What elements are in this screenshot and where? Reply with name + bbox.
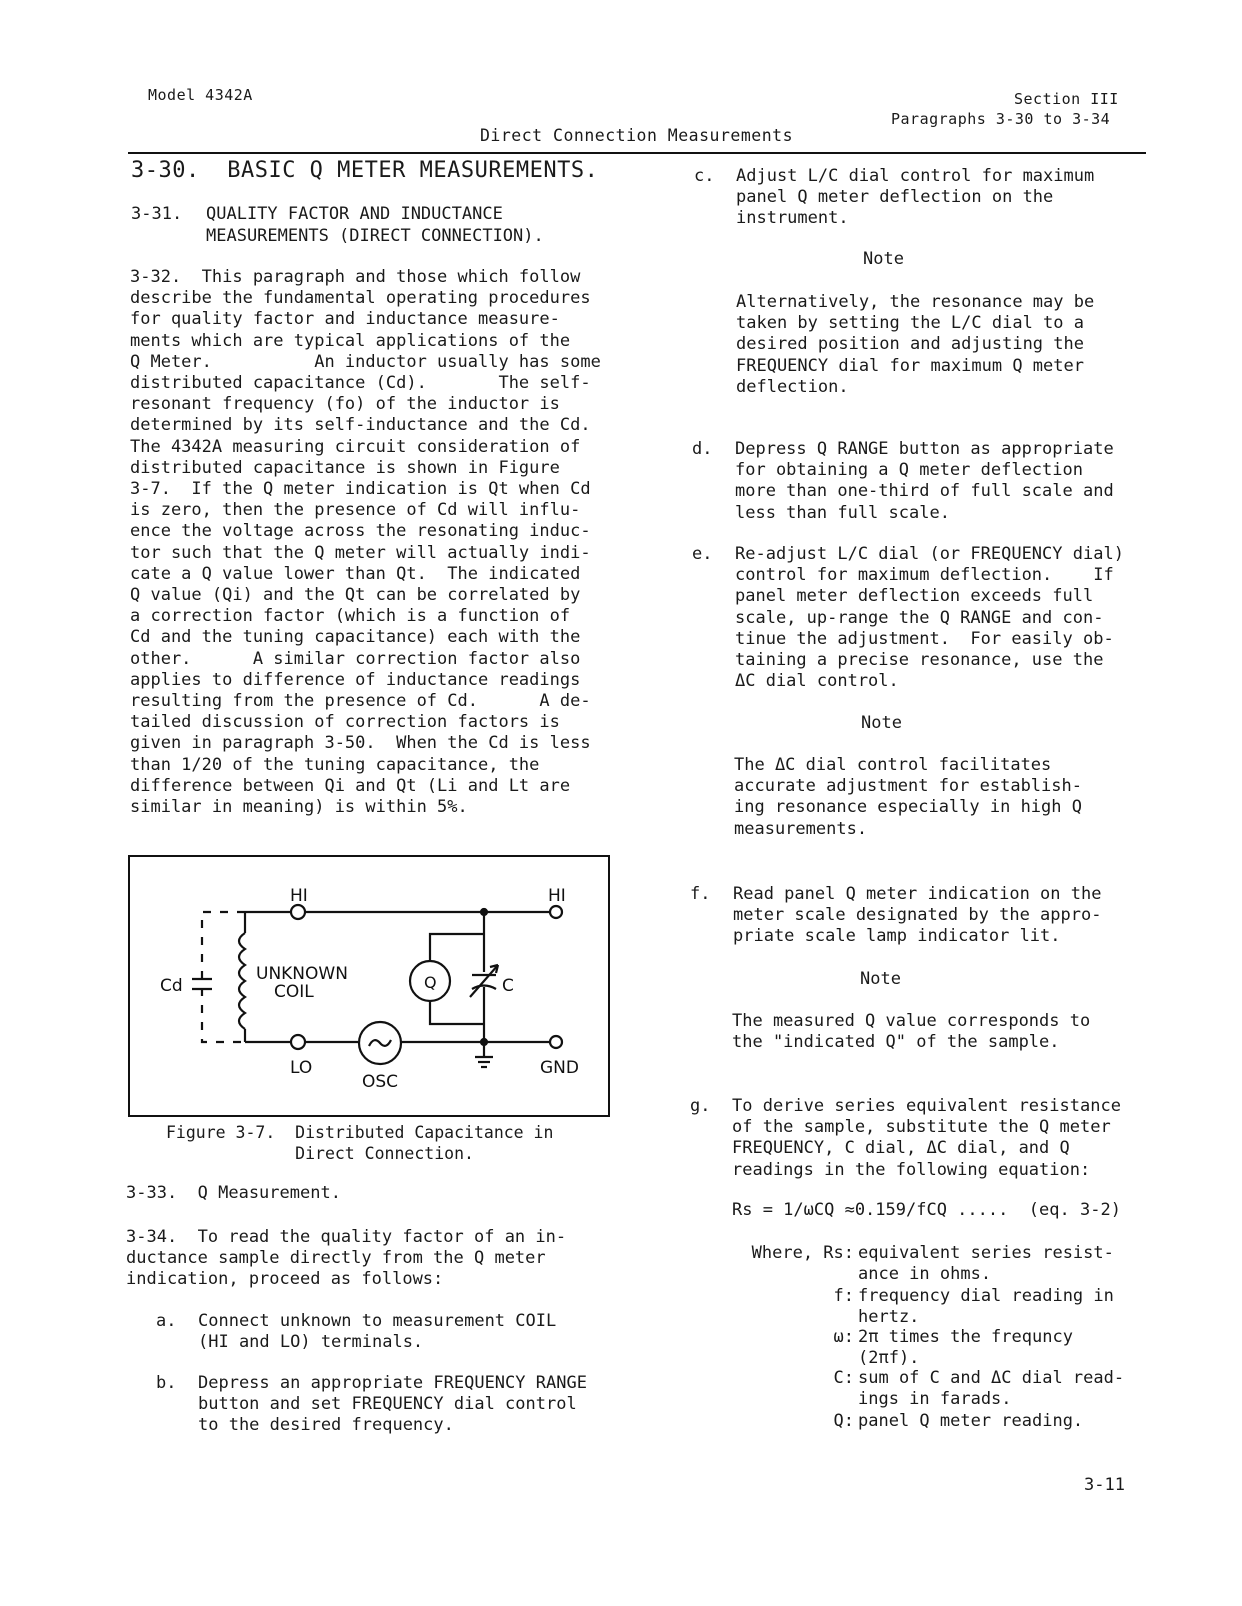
step-e: Re-adjust L/C dial (or FREQUENCY dial) control for maximum deflection. If panel meter deflection exceeds full scale, up-range the Q RANGE and con- tinue the adjustment. For easily ob- taining a precise resonance, use the ΔC dial control. bbox=[735, 544, 1124, 692]
step-a: Connect unknown to measurement COIL (HI and LO) terminals. bbox=[198, 1311, 557, 1353]
paragraph-3-34: 3-34. To read the quality factor of an in- ductance sample directly from the Q meter indication, proceed as follows: bbox=[126, 1227, 567, 1290]
header-rule bbox=[128, 152, 1146, 154]
q-lead-top bbox=[430, 934, 484, 961]
q-label: Q bbox=[424, 973, 437, 992]
note-1-title: Note bbox=[863, 249, 904, 269]
page-number: 3-11 bbox=[1084, 1475, 1125, 1495]
step-b-label: b. bbox=[156, 1373, 177, 1393]
gnd-terminal bbox=[550, 1036, 562, 1048]
hi-left-label: HI bbox=[290, 886, 308, 906]
paragraph-3-32: 3-32. This paragraph and those which follow describe the fundamental operating procedures for quality factor and inductance measure- ments which are typical applications of the Q Meter. An inductor usually has some distributed capacitance (Cd). The self- resonant frequency (fo) of the inductor is determined by its self-inductance and the Cd. The 4342A measuring circuit consideration of distributed capacitance is shown in Figure 3-7. If the Q meter indication is Qt when Cd is zero, then the presence of Cd will influ- ence the voltage across the resonating induc- tor such that the Q meter will actually indi- cate a Q value lower than Qt. The indicated Q value (Qi) and the Qt can be correlated by a correction factor (which is a function of Cd and the tuning capacitance) each with the other. A similar correction factor also applies to difference of inductance readings resulting from the presence of Cd. A de- tailed discussion of correction factors is given in paragraph 3-50. When the Cd is less than 1/20 of the tuning capacitance, the difference between Qi and Qt (Li and Lt are similar in meaning) is within 5%. bbox=[130, 267, 601, 818]
hi-right-terminal bbox=[550, 906, 562, 918]
running-title: Direct Connection Measurements bbox=[480, 126, 794, 145]
where-rs-text: equivalent series resist- ance in ohms. bbox=[858, 1243, 1114, 1285]
lo-terminal bbox=[291, 1035, 305, 1049]
coil-symbol bbox=[239, 933, 245, 1029]
step-f-label: f. bbox=[690, 884, 711, 904]
osc-label: OSC bbox=[362, 1072, 399, 1092]
note-3: The measured Q value corresponds to the "indicated Q" of the sample. bbox=[732, 1011, 1091, 1053]
coil-label: COIL bbox=[274, 982, 314, 1002]
step-c: Adjust L/C dial control for maximum panel Q meter deflection on the instrument. bbox=[736, 166, 1095, 229]
note-2-title: Note bbox=[861, 713, 902, 733]
equation-3-2: Rs = 1/ωCQ ≈0.159/fCQ ..... (eq. 3-2) bbox=[732, 1200, 1121, 1220]
where-c-label: C: bbox=[833, 1368, 854, 1388]
heading-3-33: 3-33. Q Measurement. bbox=[126, 1183, 341, 1203]
gnd-label: GND bbox=[540, 1058, 579, 1078]
note-3-title: Note bbox=[860, 969, 901, 989]
hi-left-terminal bbox=[291, 905, 305, 919]
q-lead-bottom bbox=[430, 1001, 484, 1024]
paragraphs-label: Paragraphs 3-30 to 3-34 bbox=[891, 110, 1111, 128]
step-f: Read panel Q meter indication on the meter scale designated by the appro- priate scale lamp indicator lit. bbox=[733, 884, 1102, 947]
step-a-label: a. bbox=[156, 1311, 177, 1331]
where-f-text: frequency dial reading in hertz. bbox=[858, 1286, 1114, 1328]
note-2: The ΔC dial control facilitates accurate adjustment for establish- ing resonance especially in high Q measurements. bbox=[734, 755, 1082, 839]
where-omega-label: ω: bbox=[833, 1327, 854, 1347]
step-g: To derive series equivalent resistance of the sample, substitute the Q meter FREQUENCY, C dial, ΔC dial, and Q readings in the following equation: bbox=[732, 1096, 1121, 1180]
where-c-text: sum of C and ΔC dial read- ings in farads. bbox=[858, 1368, 1125, 1410]
where-q-label: Q: bbox=[833, 1411, 854, 1431]
where-omega-text: 2π times the frequncy (2πf). bbox=[858, 1327, 1073, 1369]
figure-3-7-box bbox=[128, 855, 610, 1117]
heading-3-31-number: 3-31. bbox=[131, 204, 183, 224]
hi-right-label: HI bbox=[548, 886, 566, 906]
figure-caption: Figure 3-7. Distributed Capacitance in Direct Connection. bbox=[166, 1123, 554, 1163]
heading-3-31: QUALITY FACTOR AND INDUCTANCE MEASUREMENTS (DIRECT CONNECTION). bbox=[206, 204, 544, 246]
cd-label: Cd bbox=[160, 976, 183, 996]
unknown-label: UNKNOWN bbox=[256, 964, 348, 984]
lo-label: LO bbox=[290, 1058, 313, 1078]
where-q-text: panel Q meter reading. bbox=[858, 1411, 1084, 1431]
circuit-diagram bbox=[130, 857, 608, 1115]
step-g-label: g. bbox=[690, 1096, 711, 1116]
step-b: Depress an appropriate FREQUENCY RANGE button and set FREQUENCY dial control to the desired frequency. bbox=[198, 1373, 587, 1436]
heading-3-30: 3-30. BASIC Q METER MEASUREMENTS. bbox=[131, 158, 599, 183]
where-rs-label: Where, Rs: bbox=[751, 1243, 854, 1263]
step-c-label: c. bbox=[694, 166, 715, 186]
c-label: C bbox=[502, 976, 514, 996]
note-1: Alternatively, the resonance may be taken by setting the L/C dial to a desired position and adjusting the FREQUENCY dial for maximum Q meter deflection. bbox=[736, 292, 1095, 397]
step-d: Depress Q RANGE button as appropriate for obtaining a Q meter deflection more than one-third of full scale and less than full scale. bbox=[735, 439, 1114, 523]
model-label: Model 4342A bbox=[148, 86, 253, 104]
where-f-label: f: bbox=[833, 1286, 854, 1306]
step-d-label: d. bbox=[692, 439, 713, 459]
section-label: Section III bbox=[1014, 90, 1119, 108]
step-e-label: e. bbox=[692, 544, 713, 564]
